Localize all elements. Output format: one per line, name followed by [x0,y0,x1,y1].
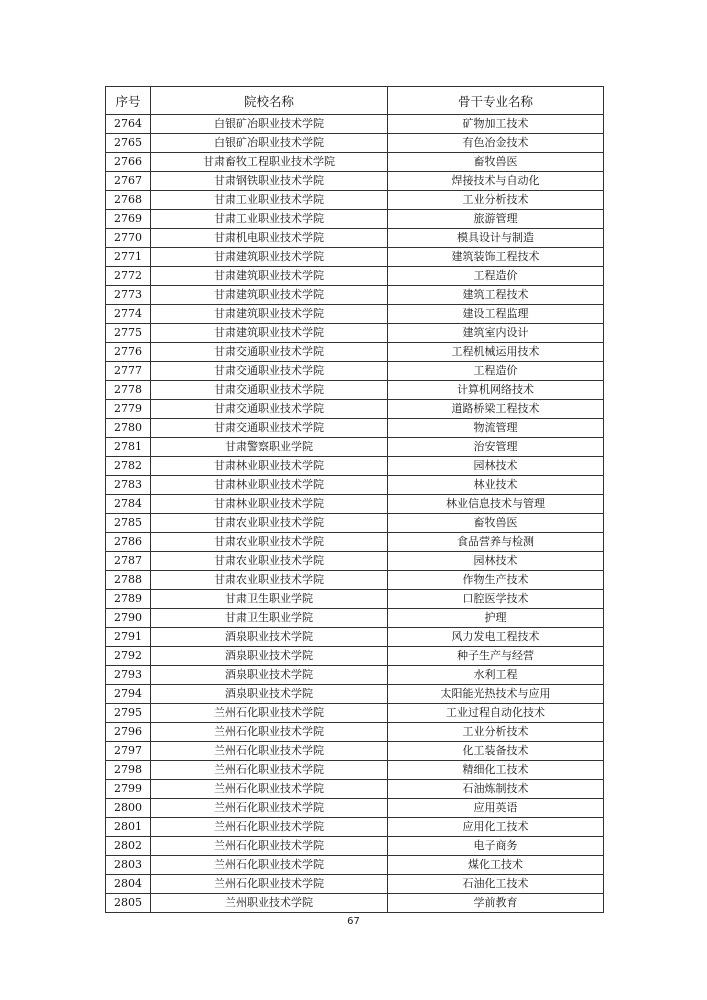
major-name: 工程造价 [388,267,604,286]
page-number: 67 [347,916,360,927]
school-name: 酒泉职业技术学院 [151,647,388,666]
row-index: 2801 [106,818,151,837]
school-name: 甘肃农业职业技术学院 [151,514,388,533]
table-row [106,514,604,533]
table-header-row [106,87,604,115]
school-name: 甘肃交通职业技术学院 [151,400,388,419]
school-name: 甘肃林业职业技术学院 [151,476,388,495]
major-name: 煤化工技术 [388,856,604,875]
school-name: 酒泉职业技术学院 [151,666,388,685]
row-index: 2779 [106,400,151,419]
row-index: 2786 [106,533,151,552]
school-name: 甘肃畜牧工程职业技术学院 [151,153,388,172]
row-index: 2784 [106,495,151,514]
row-index: 2773 [106,286,151,305]
school-name: 甘肃建筑职业技术学院 [151,248,388,267]
school-name: 甘肃钢铁职业技术学院 [151,172,388,191]
table-row [106,704,604,723]
school-name: 兰州石化职业技术学院 [151,723,388,742]
school-name: 甘肃工业职业技术学院 [151,210,388,229]
school-name: 甘肃工业职业技术学院 [151,191,388,210]
major-name: 建筑装饰工程技术 [388,248,604,267]
row-index: 2800 [106,799,151,818]
school-name: 甘肃林业职业技术学院 [151,495,388,514]
table-row [106,153,604,172]
school-name: 兰州石化职业技术学院 [151,742,388,761]
major-name: 计算机网络技术 [388,381,604,400]
header-major: 骨干专业名称 [388,87,604,115]
major-name: 口腔医学技术 [388,590,604,609]
table-row [106,647,604,666]
major-name: 应用化工技术 [388,818,604,837]
major-name: 园林技术 [388,457,604,476]
school-name: 甘肃警察职业学院 [151,438,388,457]
table-row [106,685,604,704]
school-name: 甘肃建筑职业技术学院 [151,267,388,286]
school-name: 酒泉职业技术学院 [151,685,388,704]
school-name: 甘肃农业职业技术学院 [151,571,388,590]
major-name: 林业技术 [388,476,604,495]
row-index: 2793 [106,666,151,685]
major-name: 畜牧兽医 [388,153,604,172]
row-index: 2774 [106,305,151,324]
major-name: 石油炼制技术 [388,780,604,799]
school-name: 兰州石化职业技术学院 [151,761,388,780]
table-row [106,286,604,305]
school-name: 甘肃交通职业技术学院 [151,343,388,362]
school-name: 甘肃建筑职业技术学院 [151,286,388,305]
table-row [106,229,604,248]
header-index: 序号 [106,87,151,115]
table-row [106,780,604,799]
major-name: 林业信息技术与管理 [388,495,604,514]
row-index: 2792 [106,647,151,666]
row-index: 2776 [106,343,151,362]
major-name: 水利工程 [388,666,604,685]
school-name: 甘肃农业职业技术学院 [151,552,388,571]
major-name: 畜牧兽医 [388,514,604,533]
school-name: 甘肃建筑职业技术学院 [151,324,388,343]
table-row [106,210,604,229]
table-row [106,324,604,343]
major-name: 食品营养与检测 [388,533,604,552]
table-row [106,552,604,571]
row-index: 2771 [106,248,151,267]
table-row [106,362,604,381]
major-name: 太阳能光热技术与应用 [388,685,604,704]
table-row [106,172,604,191]
school-name: 白银矿冶职业技术学院 [151,134,388,153]
table-row [106,628,604,647]
table-row [106,191,604,210]
table-row [106,875,604,894]
table-row [106,267,604,286]
table-row [106,761,604,780]
row-index: 2788 [106,571,151,590]
majors-table [105,86,604,913]
row-index: 2789 [106,590,151,609]
school-name: 兰州石化职业技术学院 [151,856,388,875]
row-index: 2802 [106,837,151,856]
table-row [106,115,604,134]
row-index: 2770 [106,229,151,248]
major-name: 石油化工技术 [388,875,604,894]
row-index: 2785 [106,514,151,533]
row-index: 2783 [106,476,151,495]
major-name: 风力发电工程技术 [388,628,604,647]
row-index: 2799 [106,780,151,799]
school-name: 甘肃林业职业技术学院 [151,457,388,476]
row-index: 2772 [106,267,151,286]
table-body [106,115,604,913]
table-row [106,381,604,400]
major-name: 工业过程自动化技术 [388,704,604,723]
table-row [106,742,604,761]
table-row [106,419,604,438]
table-row [106,894,604,913]
major-name: 有色冶金技术 [388,134,604,153]
row-index: 2790 [106,609,151,628]
major-name: 工业分析技术 [388,723,604,742]
school-name: 甘肃交通职业技术学院 [151,362,388,381]
row-index: 2769 [106,210,151,229]
row-index: 2777 [106,362,151,381]
school-name: 甘肃建筑职业技术学院 [151,305,388,324]
row-index: 2794 [106,685,151,704]
row-index: 2805 [106,894,151,913]
table-row [106,571,604,590]
table-row [106,457,604,476]
school-name: 兰州石化职业技术学院 [151,818,388,837]
major-name: 道路桥梁工程技术 [388,400,604,419]
row-index: 2797 [106,742,151,761]
row-index: 2765 [106,134,151,153]
major-name: 作物生产技术 [388,571,604,590]
school-name: 甘肃机电职业技术学院 [151,229,388,248]
row-index: 2798 [106,761,151,780]
row-index: 2766 [106,153,151,172]
school-name: 兰州石化职业技术学院 [151,799,388,818]
major-name: 工程机械运用技术 [388,343,604,362]
major-name: 电子商务 [388,837,604,856]
row-index: 2768 [106,191,151,210]
major-name: 建设工程监理 [388,305,604,324]
row-index: 2791 [106,628,151,647]
row-index: 2795 [106,704,151,723]
table-row [106,609,604,628]
school-name: 甘肃卫生职业学院 [151,609,388,628]
school-name: 甘肃卫生职业学院 [151,590,388,609]
school-name: 兰州石化职业技术学院 [151,875,388,894]
major-name: 种子生产与经营 [388,647,604,666]
table-row [106,818,604,837]
school-name: 甘肃交通职业技术学院 [151,419,388,438]
school-name: 兰州石化职业技术学院 [151,837,388,856]
table-row [106,799,604,818]
major-name: 化工装备技术 [388,742,604,761]
row-index: 2780 [106,419,151,438]
table-row [106,495,604,514]
major-name: 精细化工技术 [388,761,604,780]
table-row [106,476,604,495]
table-row [106,837,604,856]
school-name: 酒泉职业技术学院 [151,628,388,647]
major-name: 工程造价 [388,362,604,381]
major-name: 工业分析技术 [388,191,604,210]
row-index: 2764 [106,115,151,134]
row-index: 2803 [106,856,151,875]
row-index: 2804 [106,875,151,894]
major-name: 护理 [388,609,604,628]
table-row [106,134,604,153]
header-school: 院校名称 [151,87,388,115]
school-name: 甘肃交通职业技术学院 [151,381,388,400]
school-name: 白银矿冶职业技术学院 [151,115,388,134]
row-index: 2787 [106,552,151,571]
table-row [106,400,604,419]
table-row [106,723,604,742]
school-name: 兰州石化职业技术学院 [151,780,388,799]
school-name: 兰州石化职业技术学院 [151,704,388,723]
major-name: 矿物加工技术 [388,115,604,134]
major-name: 学前教育 [388,894,604,913]
table-row [106,856,604,875]
row-index: 2775 [106,324,151,343]
major-name: 治安管理 [388,438,604,457]
major-name: 模具设计与制造 [388,229,604,248]
table-row [106,438,604,457]
row-index: 2782 [106,457,151,476]
major-name: 物流管理 [388,419,604,438]
major-name: 旅游管理 [388,210,604,229]
table-row [106,533,604,552]
school-name: 甘肃农业职业技术学院 [151,533,388,552]
major-name: 建筑室内设计 [388,324,604,343]
row-index: 2778 [106,381,151,400]
row-index: 2767 [106,172,151,191]
table-row [106,666,604,685]
major-name: 应用英语 [388,799,604,818]
row-index: 2796 [106,723,151,742]
row-index: 2781 [106,438,151,457]
school-name: 兰州职业技术学院 [151,894,388,913]
major-name: 焊接技术与自动化 [388,172,604,191]
table-row [106,305,604,324]
major-name: 建筑工程技术 [388,286,604,305]
table-row [106,248,604,267]
major-name: 园林技术 [388,552,604,571]
table-row [106,590,604,609]
table-row [106,343,604,362]
